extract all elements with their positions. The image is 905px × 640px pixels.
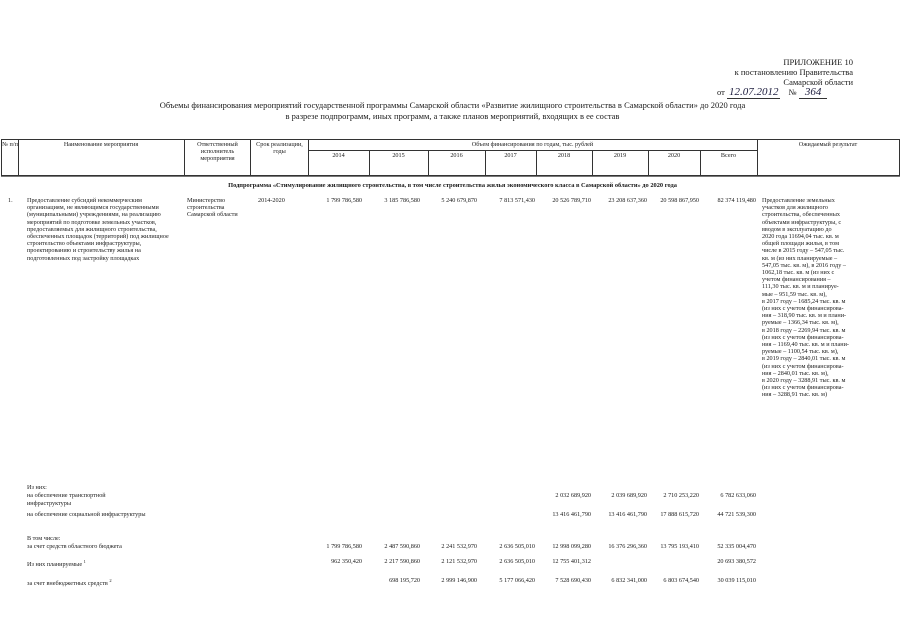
breakdown-label: Из них: [27,484,47,491]
date-handwritten: 12.07.2012 [728,86,779,98]
col-header-year-2020: 2020 [667,152,681,159]
extrabudget-value-2015: 698 195,720 [389,577,420,584]
extrabudget-footnote-ref: 2 [109,578,112,583]
row-value-2019: 23 208 637,360 [608,197,647,204]
row-value-2017: 7 813 571,430 [499,197,535,204]
regional-value-total: 52 335 004,470 [717,543,756,550]
document-title-line-1: Объемы финансирования мероприятий государственной программы Самарской области «Развитие жилищного строительства в Самарской области» до 2020 года [159,100,746,110]
appendix-label: ПРИЛОЖЕНИЕ 10 [783,57,853,67]
col-header-year-2019: 2019 [613,152,627,159]
col-header-year-2014: 2014 [332,152,345,159]
row-value-total: 82 374 119,480 [717,197,756,204]
social-label: на обеспечение социальной инфраструктуры [27,511,146,518]
extrabudget-value-2016: 2 999 146,900 [441,577,477,584]
regional-value-2017: 2 636 505,010 [499,543,535,550]
regional-label: за счет средств областного бюджета [27,543,122,550]
col-header-year-2016: 2016 [450,152,463,159]
row-value-2015: 3 185 786,580 [384,197,420,204]
decree-date-line [717,86,827,98]
row-value-2018: 20 526 789,710 [552,197,591,204]
planned-value-2014: 962 350,420 [331,558,362,565]
subprogram-title: Подпрограмма «Стимулирование жилищного строительства, в том числе строительства жилья экономического класса в Самарской области» до 2020 года [228,182,677,189]
row-value-2016: 5 240 679,870 [441,197,477,204]
col-header-num: № п/п [2,141,18,148]
number-handwritten: 364 [799,86,828,99]
planned-label: Из них планируемые $^1$ [27,559,86,569]
document-title-line-2: в разрезе подпрограмм, иных программ, а также планов мероприятий, входящих в ее состав [285,111,620,121]
planned-value-2015: 2 217 590,860 [384,558,420,565]
col-header-financing: Объем финансирования по годам, тыс. рублей [471,141,594,148]
social-value-total: 44 721 539,300 [717,511,756,518]
row-period: 2014-2020 [258,197,285,204]
social-value-2020: 17 888 615,720 [660,511,699,518]
planned-footnote-ref: 1 [83,559,86,564]
transport-value-total: 6 782 633,060 [720,492,756,499]
col-header-year-2015: 2015 [392,152,405,159]
transport-value-2020: 2 710 253,220 [663,492,699,499]
planned-value-2017: 2 636 505,010 [499,558,535,565]
decree-line-2: Самарской области [783,77,853,87]
row-name: Предоставление субсидий некоммерческим организациям, не являющимся государственными (муниципальными) учреждениями, на реализацию мероприятий по подготовке земельных участков, предоставляемых для жилищного строительства, обеспеченных площадок (территорий) под жилищное строительство объектами инфраструктуры, проектированию и строительству жилья на подготовленных под застройку площадках [27,197,169,262]
col-header-total: Всего [720,152,737,159]
planned-value-2018: 12 755 401,312 [552,558,591,565]
including-label: В том числе: [27,535,61,542]
decree-line-1: к постановлению Правительства [734,67,853,77]
transport-label-1: на обеспечение транспортной [27,492,106,499]
transport-value-2019: 2 039 689,920 [611,492,647,499]
transport-value-2018: 2 032 689,920 [555,492,591,499]
transport-label-2: инфраструктуры [27,500,71,507]
regional-value-2016: 2 241 532,970 [441,543,477,550]
row-num: 1. [8,197,13,204]
extrabudget-value-2019: 6 832 341,000 [611,577,647,584]
extrabudget-value-2018: 7 528 690,430 [555,577,591,584]
regional-value-2014: 1 799 786,580 [326,543,362,550]
date-prefix: от [717,87,725,97]
extrabudget-label: за счет внебюджетных средств $^2$ [27,578,112,588]
row-result: Предоставление земельных участков для жилищного строительства, обеспеченных объектами инфраструктуры, с вводом в эксплуатацию до 2020 года 11694,04 тыс. кв. м общей площади жилья, в том числе в 2015 году – 547,05 тыс. кв. м (из них планируемые – 547,05 тыс. кв. м), в 2016 году – 1062,18 тыс. кв. м (из них с учетом финансирования – 111,30 тыс. кв. м и планируе- мые – 951,59 тыс. кв. м), в 2017 году – 1685,24 тыс. кв. м (из них с учетом финансирова- ния – 318,90 тыс. кв. м и плани- руемые – 1366,34 тыс. кв. м), в 2018 году – 2269,94 тыс. кв. м (из них с учетом финансирова- ния – 1169,40 тыс. кв. м и плани- руемые – 1100,54 тыс. кв. м), в 2019 году – 2840,01 тыс. кв. м (из них с учетом финансирова- ния – 2840,01 тыс. кв. м), в 2020 году – 3288,91 тыс. кв. м (из них с учетом финансирова- ния – 3288,91 тыс. кв. м) [762,197,849,399]
row-value-2020: 20 598 867,950 [660,197,699,204]
col-header-period: Срок реализации, годы [256,141,303,155]
col-header-name: Наименование мероприятия [63,141,139,148]
row-executor: Министерство строительства Самарской области [187,197,238,219]
col-header-result: Ожидаемый результат [798,141,858,148]
number-prefix: № [788,87,797,97]
row-value-2014: 1 799 786,580 [326,197,362,204]
extrabudget-value-2017: 5 177 066,420 [499,577,535,584]
regional-value-2019: 16 376 296,360 [608,543,647,550]
col-header-executor: Ответственный исполнитель мероприятия [197,141,238,162]
regional-value-2020: 13 795 193,410 [660,543,699,550]
col-header-year-2017: 2017 [504,152,517,159]
planned-value-2016: 2 121 532,970 [441,558,477,565]
col-header-year-2018: 2018 [557,152,571,159]
planned-value-total: 20 693 380,572 [717,558,756,565]
extrabudget-value-2020: 6 803 674,540 [663,577,699,584]
social-value-2019: 13 416 461,790 [608,511,647,518]
extrabudget-value-total: 30 039 115,010 [717,577,756,584]
regional-value-2015: 2 487 590,860 [384,543,420,550]
regional-value-2018: 12 998 099,280 [552,543,591,550]
social-value-2018: 13 416 461,790 [552,511,591,518]
